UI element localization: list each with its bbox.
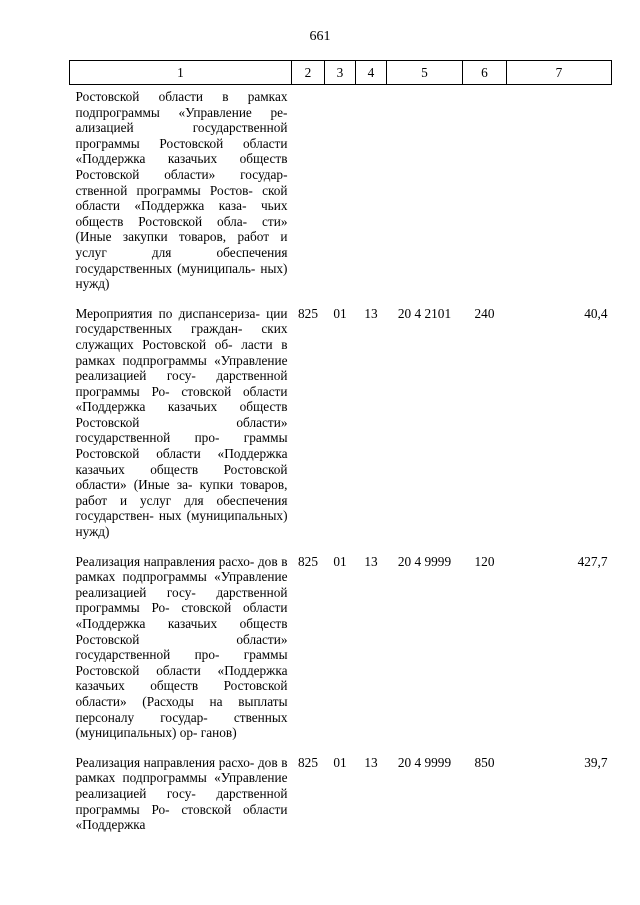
description-line: казачьих обществ Ростовской bbox=[75, 399, 288, 430]
description-line: дарственной программы Ро- bbox=[75, 785, 288, 817]
description-line: граммы Ростовской области bbox=[75, 647, 288, 678]
budget-table bbox=[69, 60, 612, 847]
description-line: Ростовской области» (Расходы bbox=[75, 678, 288, 709]
description-line: на выплаты персоналу государ- bbox=[75, 693, 288, 725]
section-code bbox=[325, 85, 356, 306]
description-line: Реализация направления расхо- bbox=[75, 754, 255, 770]
description-line: дарственной программы Ро- bbox=[75, 584, 288, 616]
subsection-code bbox=[356, 85, 387, 306]
description-line: работ и услуг для обеспечения bbox=[75, 229, 288, 260]
expense-type-code bbox=[463, 85, 507, 306]
description-line: казачьих обществ Ростовской bbox=[75, 616, 288, 647]
header-cell-3: 3 bbox=[325, 61, 356, 85]
description-line: Ростовской области» государ- bbox=[75, 166, 288, 182]
description-line: Ростовской области в рамках bbox=[75, 89, 288, 104]
target-article-code bbox=[387, 85, 463, 306]
header-cell-7: 7 bbox=[507, 61, 612, 85]
admin-code: 825 bbox=[298, 754, 318, 770]
header-cell-6: 6 bbox=[463, 61, 507, 85]
header-cell-5: 5 bbox=[387, 61, 463, 85]
expense-type-code: 240 bbox=[474, 305, 495, 321]
description-line: Мероприятия по диспансериза- bbox=[75, 305, 260, 321]
description-line: ганов) bbox=[200, 725, 237, 741]
description-line: граммы Ростовской области bbox=[75, 430, 288, 462]
description-line: для обеспечения государствен- bbox=[75, 492, 288, 524]
description-line: ных) нужд) bbox=[75, 260, 288, 292]
description-line: стовской области «Поддержка bbox=[75, 600, 288, 631]
header-cell-1: 1 bbox=[70, 61, 292, 85]
description-line: ских служащих Ростовской об- bbox=[75, 321, 288, 352]
description-line: ализацией государственной bbox=[75, 120, 288, 136]
admin-code bbox=[292, 85, 325, 306]
table-row bbox=[70, 755, 612, 847]
description-line: «Управление реализацией госу- bbox=[75, 770, 288, 801]
description-line: «Управление реализацией госу- bbox=[75, 569, 288, 600]
target-article-code: 20 4 9999 bbox=[397, 553, 452, 569]
description-line: ции государственных граждан- bbox=[75, 305, 288, 337]
page-number: 661 bbox=[309, 29, 331, 44]
section-code: 01 bbox=[333, 754, 347, 770]
description-line: области» государственной про- bbox=[75, 414, 288, 446]
subsection-code: 13 bbox=[364, 305, 378, 321]
description-line: ственной программы Ростов- bbox=[75, 182, 253, 198]
section-code: 01 bbox=[333, 305, 347, 321]
description-line: ных (муниципальных) нужд) bbox=[75, 508, 288, 540]
description-line: чьих обществ Ростовской обла- bbox=[75, 198, 288, 229]
target-article-code: 20 4 2101 bbox=[397, 305, 452, 321]
expense-type-code: 120 bbox=[474, 553, 495, 569]
description-line: сти» (Иные закупки товаров, bbox=[75, 213, 288, 245]
description-line: «Поддержка казачьих обществ bbox=[75, 151, 288, 167]
section-code: 01 bbox=[333, 553, 347, 569]
amount: 39,7 bbox=[584, 754, 608, 770]
amount: 427,7 bbox=[577, 553, 608, 569]
row-description bbox=[70, 306, 292, 554]
description-line: государственных (муниципаль- bbox=[75, 260, 256, 276]
description-line: Реализация направления расхо- bbox=[75, 553, 255, 569]
header-cell-2: 2 bbox=[292, 61, 325, 85]
table-header bbox=[70, 61, 612, 85]
description-line: дарственной программы Ро- bbox=[75, 368, 288, 399]
row-description bbox=[70, 755, 292, 847]
description-line: Ростовской области» (Иные за- bbox=[75, 461, 288, 493]
row-description bbox=[70, 85, 292, 306]
description-line: программы Ростовской области bbox=[75, 135, 288, 151]
header-cell-4: 4 bbox=[356, 61, 387, 85]
table-row bbox=[70, 85, 612, 306]
description-line: «Поддержка казачьих обществ bbox=[75, 662, 288, 694]
table-row bbox=[70, 554, 612, 755]
description-line: дов в рамках подпрограммы bbox=[75, 754, 288, 786]
description-line: стовской области «Поддержка bbox=[75, 801, 288, 833]
table-row bbox=[70, 306, 612, 554]
amount: 40,4 bbox=[584, 305, 608, 321]
amount bbox=[507, 85, 612, 306]
description-line: области» государственной про- bbox=[75, 631, 288, 663]
description-line: ской области «Поддержка каза- bbox=[75, 182, 288, 214]
row-description bbox=[70, 554, 292, 755]
subsection-code: 13 bbox=[364, 553, 378, 569]
target-article-code: 20 4 9999 bbox=[397, 754, 452, 770]
description-line: купки товаров, работ и услуг bbox=[75, 477, 288, 508]
description-line: подпрограммы «Управление ре- bbox=[75, 104, 288, 120]
admin-code: 825 bbox=[298, 553, 318, 569]
table-body bbox=[70, 85, 612, 847]
description-line: «Поддержка казачьих обществ bbox=[75, 446, 288, 477]
description-line: ласти в рамках подпрограммы bbox=[75, 336, 288, 368]
admin-code: 825 bbox=[298, 305, 318, 321]
description-line: стовской области «Поддержка bbox=[75, 383, 288, 415]
description-line: «Управление реализацией госу- bbox=[75, 352, 288, 384]
description-line: дов в рамках подпрограммы bbox=[75, 553, 288, 585]
subsection-code: 13 bbox=[364, 754, 378, 770]
description-line: ственных (муниципальных) ор- bbox=[75, 709, 288, 741]
expense-type-code: 850 bbox=[474, 754, 495, 770]
